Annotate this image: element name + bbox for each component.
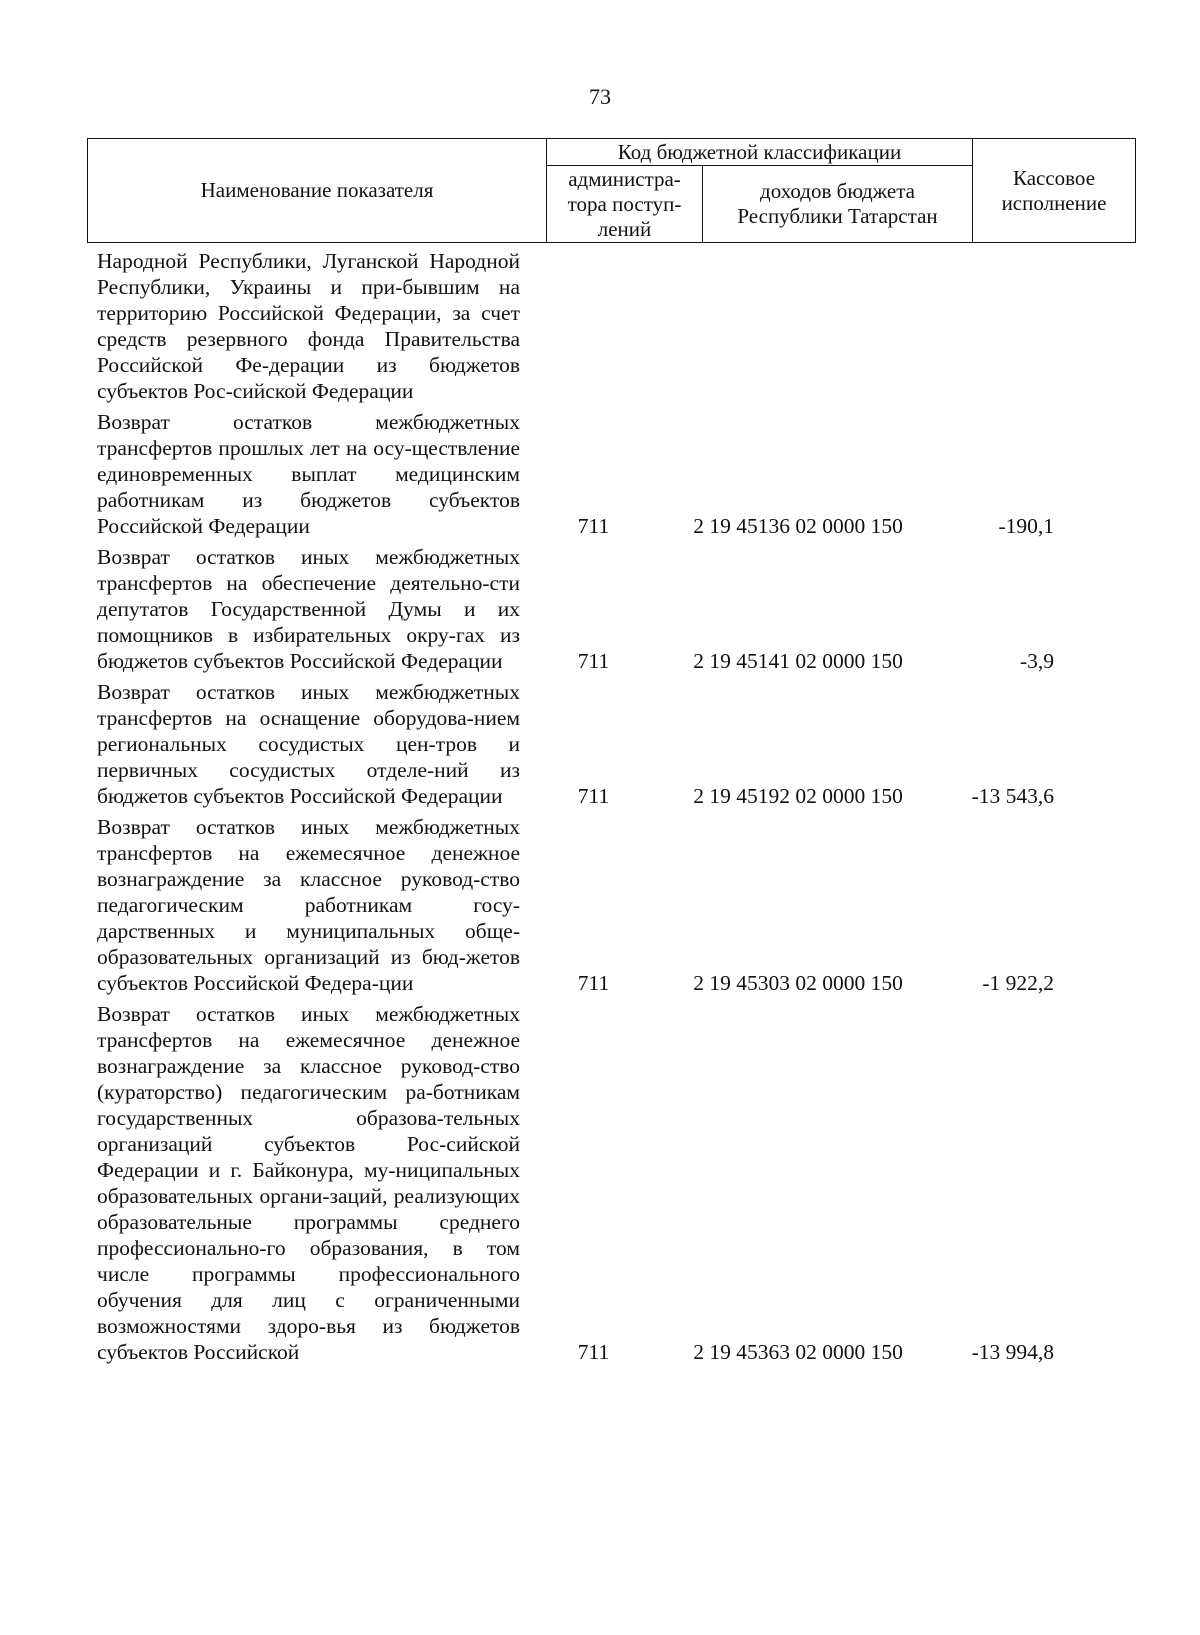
income-code: 2 19 45363 02 0000 150 <box>693 1340 903 1364</box>
execution-amount: -190,1 <box>998 514 1054 538</box>
table-row <box>0 679 1200 809</box>
income-code: 2 19 45303 02 0000 150 <box>693 971 903 995</box>
income-code: 2 19 45192 02 0000 150 <box>693 784 903 808</box>
table-row <box>0 409 1200 539</box>
page-number: 73 <box>589 84 611 109</box>
table-row <box>0 544 1200 674</box>
execution-amount: -1 922,2 <box>982 971 1054 995</box>
table-body <box>0 248 1200 1370</box>
indicator-name: Возврат остатков межбюджетных трансфертов прошлых лет на осу-ществление единовременных выплат медицинским работникам из бюджетов субъектов Российской Федерации <box>97 410 520 538</box>
indicator-name: Возврат остатков иных межбюджетных трансфертов на ежемесячное денежное вознаграждение за классное руковод-ство педагогическим работникам госу-дарственных и муниципальных обще-образовательных организаций из бюд-жетов субъектов Российской Федера-ции <box>97 815 520 995</box>
administrator-code: 711 <box>577 649 610 673</box>
income-code: 2 19 45141 02 0000 150 <box>693 649 903 673</box>
table-row <box>0 814 1200 996</box>
administrator-code: 711 <box>577 1340 610 1364</box>
execution-amount: -13 543,6 <box>971 784 1054 808</box>
table-row <box>0 248 1200 404</box>
header-sum-column: Кассовое исполнение <box>973 139 1136 243</box>
administrator-code: 711 <box>577 784 610 808</box>
header-income-code-column: доходов бюджета Республики Татарстан <box>703 166 973 243</box>
header-name-column: Наименование показателя <box>88 139 547 243</box>
execution-amount: -3,9 <box>1019 649 1054 673</box>
administrator-code: 711 <box>577 514 610 538</box>
header-code-group: Код бюджетной классификации <box>547 139 973 166</box>
header-administrator-column: администра-тора поступ-лений <box>547 166 703 243</box>
indicator-name: Возврат остатков иных межбюджетных трансфертов на обеспечение деятельно-сти депутатов Государственной Думы и их помощников в избирательных окру-гах из бюджетов субъектов Российской Федерации <box>97 545 520 673</box>
execution-amount: -13 994,8 <box>971 1340 1054 1364</box>
income-code: 2 19 45136 02 0000 150 <box>693 514 903 538</box>
indicator-name: Народной Республики, Луганской Народной Республики, Украины и при-бывшим на территорию Российской Федерации, за счет средств резервного фонда Правительства Российской Фе-дерации из бюджетов субъектов Рос-сийской Федерации <box>97 249 520 403</box>
table-row <box>0 1001 1200 1365</box>
indicator-name: Возврат остатков иных межбюджетных трансфертов на ежемесячное денежное вознаграждение за классное руковод-ство (кураторство) педагогическим ра-ботникам государственных образова-тельных организаций субъектов Рос-сийской Федерации и г. Байконура, му-ниципальных образовательных органи-заций, реализующих образовательные программы среднего профессионально-го образования, в том числе программы профессионального обучения для лиц с ограниченными возможностями здоро-вья из бюджетов субъектов Российской <box>97 1002 520 1364</box>
indicator-name: Возврат остатков иных межбюджетных трансфертов на оснащение оборудова-нием региональных сосудистых цен-тров и первичных сосудистых отделе-ний из бюджетов субъектов Российской Федерации <box>97 680 520 808</box>
table-header <box>87 138 1136 243</box>
administrator-code: 711 <box>577 971 610 995</box>
